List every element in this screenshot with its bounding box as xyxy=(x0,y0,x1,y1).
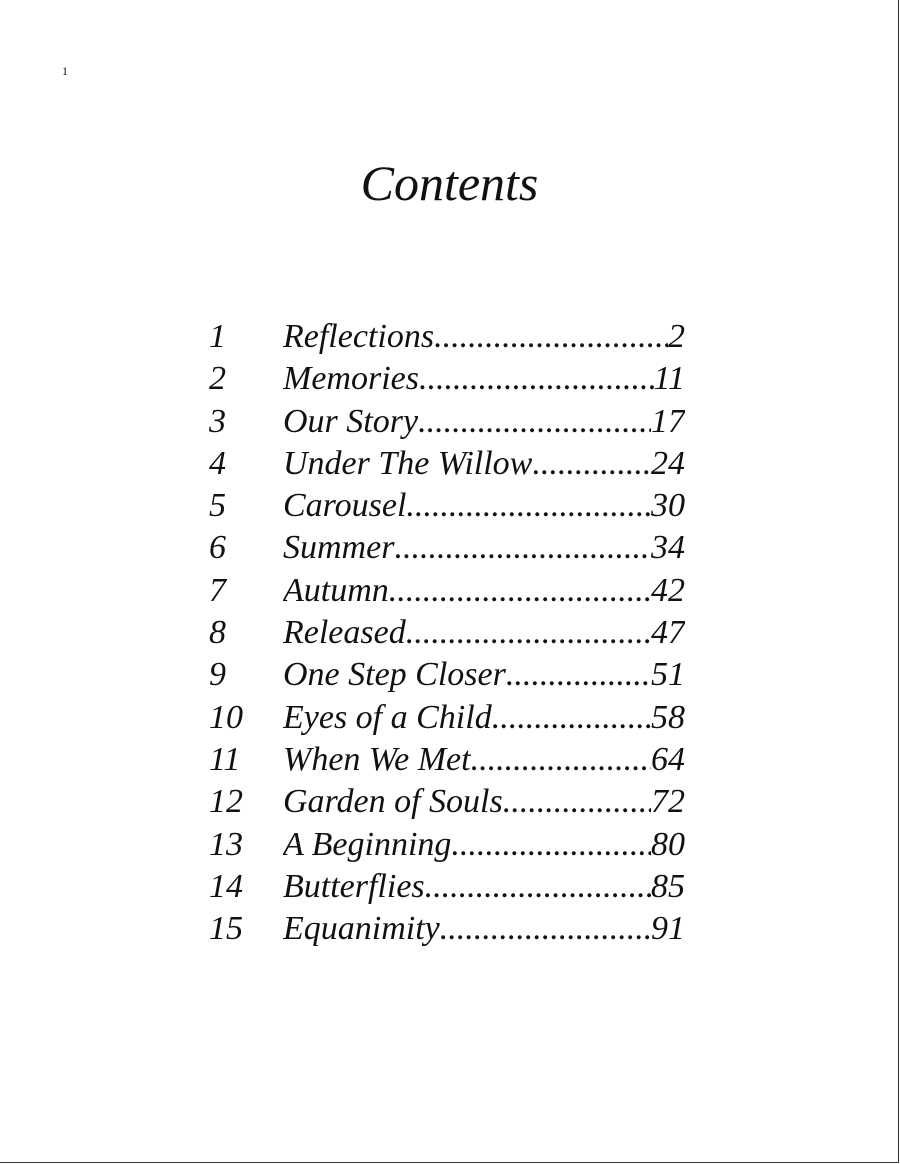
toc-entry-3[interactable] xyxy=(209,401,689,443)
toc-entry-6[interactable] xyxy=(209,527,689,569)
toc-leader-dots xyxy=(506,654,651,696)
toc-chapter-number: 5 xyxy=(209,487,226,525)
toc-entry-11[interactable] xyxy=(209,739,689,781)
toc-chapter-title: Our Story xyxy=(283,402,419,440)
toc-entry-text xyxy=(283,443,685,485)
toc-leader-dots xyxy=(492,697,651,739)
toc-chapter-title: Reflections xyxy=(283,318,435,355)
toc-chapter-title: When We Met xyxy=(283,740,471,778)
toc-chapter-title: One Step Closer xyxy=(283,656,506,694)
toc-entry-13[interactable] xyxy=(209,824,689,866)
toc-chapter-number: 6 xyxy=(209,529,226,567)
toc-chapter-number: 12 xyxy=(209,783,243,821)
toc-entry-text xyxy=(283,866,685,908)
toc-page-number: 58 xyxy=(651,697,685,739)
toc-page-number: 64 xyxy=(651,739,685,781)
toc-leader-dots xyxy=(418,401,651,443)
toc-entry-9[interactable] xyxy=(209,654,689,696)
toc-chapter-title: Equanimity xyxy=(283,910,440,948)
toc-leader-dots xyxy=(451,824,651,866)
toc-page-number: 42 xyxy=(651,570,685,612)
toc-page-number: 24 xyxy=(651,443,685,485)
toc-entry-text xyxy=(283,570,685,612)
toc-entry-text xyxy=(283,781,685,823)
toc-entry-text xyxy=(283,654,685,696)
toc-entry-text xyxy=(283,739,685,781)
toc-chapter-title: Garden of Souls xyxy=(283,783,503,821)
toc-page-number: 17 xyxy=(651,401,685,443)
toc-page-number: 80 xyxy=(651,824,685,866)
toc-leader-dots xyxy=(394,527,651,569)
toc-chapter-number: 14 xyxy=(209,867,243,905)
toc-entry-4[interactable] xyxy=(209,443,689,485)
toc-chapter-number: 11 xyxy=(209,740,241,778)
toc-chapter-number: 9 xyxy=(209,656,226,694)
toc-entry-10[interactable] xyxy=(209,697,689,739)
toc-page-number: 51 xyxy=(651,654,685,696)
toc-page-number: 30 xyxy=(651,485,685,527)
toc-page-number: 2 xyxy=(668,316,685,358)
toc-page-number: 47 xyxy=(651,612,685,654)
toc-chapter-number: 1 xyxy=(209,318,226,355)
toc-entry-text xyxy=(283,527,685,569)
toc-leader-dots xyxy=(389,570,651,612)
toc-chapter-number: 7 xyxy=(209,571,226,609)
toc-entry-text xyxy=(283,824,685,866)
toc-leader-dots xyxy=(440,908,651,950)
toc-entry-12[interactable] xyxy=(209,781,689,823)
table-of-contents xyxy=(209,316,689,950)
toc-chapter-title: Released xyxy=(283,614,406,652)
toc-page-number: 85 xyxy=(651,866,685,908)
toc-leader-dots xyxy=(471,739,651,781)
toc-leader-dots xyxy=(503,781,651,823)
toc-chapter-number: 2 xyxy=(209,360,226,398)
toc-chapter-title: Carousel xyxy=(283,487,407,525)
toc-leader-dots xyxy=(406,485,651,527)
toc-chapter-number: 8 xyxy=(209,614,226,652)
toc-entry-text xyxy=(283,401,685,443)
toc-entry-5[interactable] xyxy=(209,485,689,527)
toc-entry-14[interactable] xyxy=(209,866,689,908)
toc-leader-dots xyxy=(532,443,651,485)
toc-entry-text xyxy=(283,908,685,950)
toc-entry-1[interactable] xyxy=(209,316,689,358)
toc-chapter-title: A Beginning xyxy=(283,825,452,863)
toc-page-number: 11 xyxy=(654,358,685,400)
toc-chapter-number: 4 xyxy=(209,444,226,482)
toc-chapter-number: 13 xyxy=(209,825,243,863)
toc-chapter-title: Under The Willow xyxy=(283,444,533,482)
toc-leader-dots xyxy=(419,358,654,400)
toc-entry-text xyxy=(283,697,685,739)
toc-page-number: 72 xyxy=(651,781,685,823)
toc-chapter-title: Memories xyxy=(283,360,419,398)
toc-chapter-title: Summer xyxy=(283,529,395,567)
toc-chapter-number: 10 xyxy=(209,698,243,736)
toc-entry-text xyxy=(283,358,685,400)
page-number: 1 xyxy=(62,64,68,78)
toc-chapter-number: 3 xyxy=(209,402,226,440)
toc-leader-dots xyxy=(434,316,668,358)
toc-chapter-title: Butterflies xyxy=(283,867,425,905)
toc-leader-dots xyxy=(425,866,651,908)
toc-entry-2[interactable] xyxy=(209,358,689,400)
toc-entry-text xyxy=(283,316,685,358)
toc-page-number: 34 xyxy=(651,527,685,569)
toc-entry-7[interactable] xyxy=(209,570,689,612)
toc-chapter-title: Autumn xyxy=(283,571,389,609)
toc-page-number: 91 xyxy=(651,908,685,950)
toc-entry-15[interactable] xyxy=(209,908,689,950)
toc-entry-8[interactable] xyxy=(209,612,689,654)
toc-chapter-number: 15 xyxy=(209,910,243,948)
toc-chapter-title: Eyes of a Child xyxy=(283,698,492,736)
page-title: Contents xyxy=(360,155,539,211)
toc-entry-text xyxy=(283,612,685,654)
toc-entry-text xyxy=(283,485,685,527)
toc-leader-dots xyxy=(406,612,651,654)
